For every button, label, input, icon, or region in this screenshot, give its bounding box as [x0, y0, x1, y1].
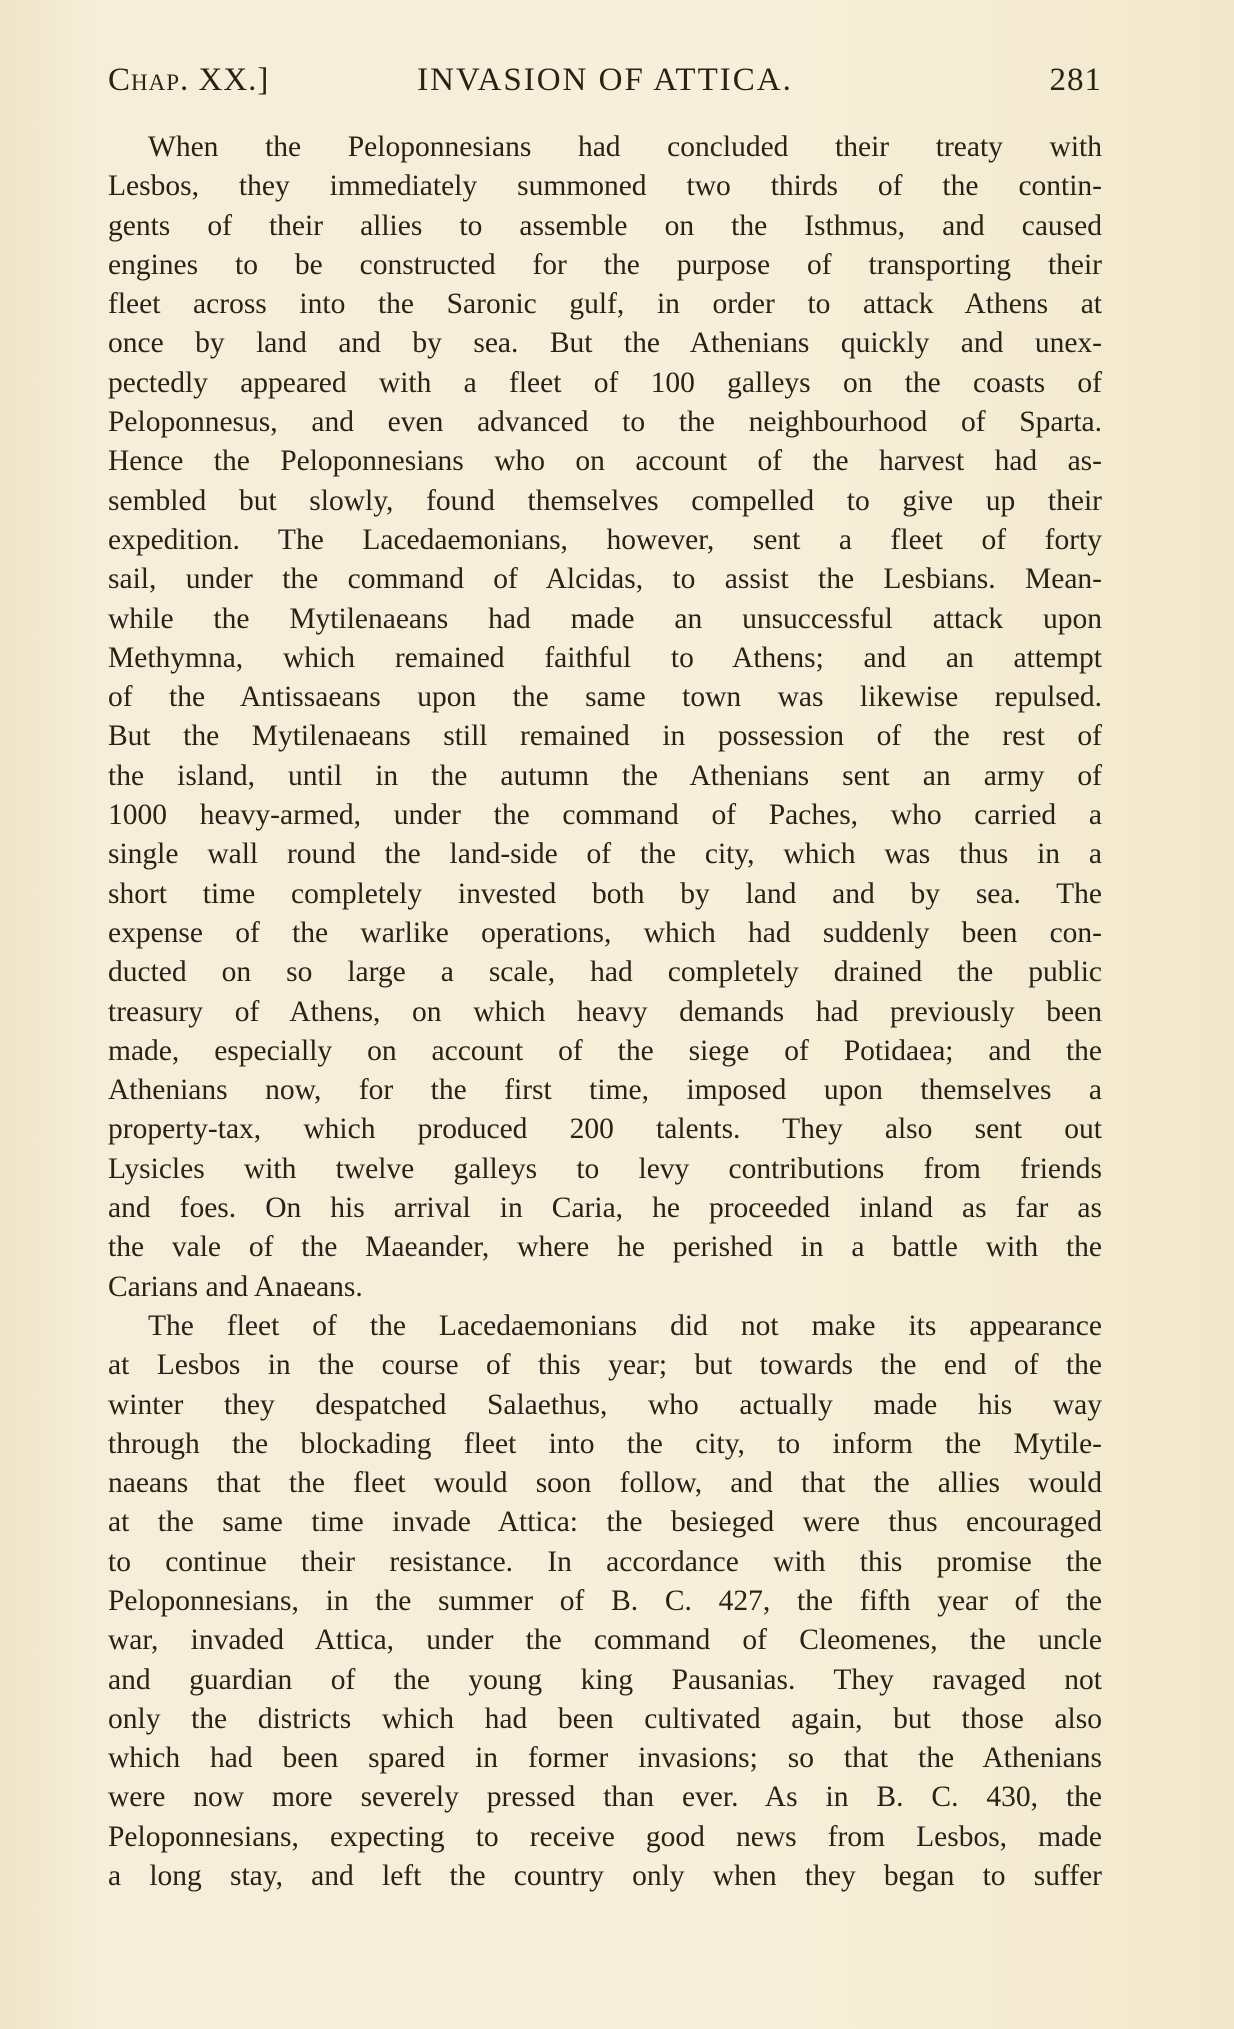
body-text	[108, 128, 1102, 1896]
text-line: treasury of Athens, on which heavy demands had previously been	[108, 995, 1102, 1028]
paragraph-2	[108, 1307, 1102, 1896]
text-line: single wall round the land-side of the city, which was thus in a	[108, 838, 1102, 871]
text-line: engines to be constructed for the purpose of transporting their	[108, 248, 1102, 281]
text-line: pectedly appeared with a fleet of 100 galleys on the coasts of	[108, 366, 1102, 399]
page-title: INVASION OF ATTICA.	[417, 62, 793, 98]
text-line: a long stay, and left the country only when they began to suffer	[108, 1860, 1102, 1893]
text-line: Methymna, which remained faithful to Athens; and an attempt	[108, 641, 1102, 674]
text-line: sembled but slowly, found themselves compelled to give up their	[108, 484, 1102, 517]
text-line: The fleet of the Lacedaemonians did not make its appearance	[148, 1309, 1102, 1342]
text-line: through the blockading fleet into the city, to inform the Mytile-	[108, 1427, 1102, 1460]
text-line: and foes. On his arrival in Caria, he proceeded inland as far as	[108, 1192, 1102, 1225]
text-line: once by land and by sea. But the Athenians quickly and unex-	[108, 327, 1102, 360]
text-line: which had been spared in former invasions; so that the Athenians	[108, 1742, 1102, 1775]
text-line: property-tax, which produced 200 talents. They also sent out	[108, 1113, 1102, 1146]
text-line: at the same time invade Attica: the besieged were thus encouraged	[108, 1506, 1102, 1539]
text-line: Peloponnesians, in the summer of B. C. 427, the fifth year of the	[108, 1584, 1102, 1617]
text-line: Peloponnesians, expecting to receive good news from Lesbos, made	[108, 1820, 1102, 1853]
text-line: winter they despatched Salaethus, who actually made his way	[108, 1388, 1102, 1421]
running-header	[108, 62, 1102, 110]
text-line: war, invaded Attica, under the command of Cleomenes, the uncle	[108, 1624, 1102, 1657]
text-line: gents of their allies to assemble on the Isthmus, and caused	[108, 209, 1102, 242]
text-line: 1000 heavy-armed, under the command of Paches, who carried a	[108, 799, 1102, 832]
text-line: When the Peloponnesians had concluded their treaty with	[148, 131, 1102, 163]
text-line: while the Mytilenaeans had made an unsuccessful attack upon	[108, 602, 1102, 635]
page-number: 281	[1049, 62, 1102, 98]
text-line: Lysicles with twelve galleys to levy contributions from friends	[108, 1152, 1102, 1185]
text-line: made, especially on account of the siege of Potidaea; and the	[108, 1034, 1102, 1067]
text-line: ducted on so large a scale, had completely drained the public	[108, 956, 1102, 989]
text-line: expedition. The Lacedaemonians, however, sent a fleet of forty	[108, 523, 1102, 556]
text-line: Lesbos, they immediately summoned two thirds of the contin-	[108, 170, 1102, 203]
text-line: the vale of the Maeander, where he perished in a battle with the	[108, 1231, 1102, 1264]
text-line: at Lesbos in the course of this year; but towards the end of the	[108, 1349, 1102, 1382]
text-line: to continue their resistance. In accordance with this promise the	[108, 1545, 1102, 1578]
text-line: Carians and Anaeans.	[108, 1270, 363, 1303]
text-line: were now more severely pressed than ever. As in B. C. 430, the	[108, 1781, 1102, 1814]
text-line: short time completely invested both by land and by sea. The	[108, 877, 1102, 910]
text-line: Hence the Peloponnesians who on account of the harvest had as-	[108, 445, 1102, 478]
paragraph-1	[108, 128, 1102, 1307]
text-line: expense of the warlike operations, which had suddenly been con-	[108, 916, 1102, 949]
text-line: of the Antissaeans upon the same town was likewise repulsed.	[108, 681, 1102, 714]
text-line: sail, under the command of Alcidas, to assist the Lesbians. Mean-	[108, 563, 1102, 596]
text-line: and guardian of the young king Pausanias. They ravaged not	[108, 1663, 1102, 1696]
chapter-label: Chap. XX.]	[108, 62, 270, 98]
text-line: only the districts which had been cultivated again, but those also	[108, 1702, 1102, 1735]
text-line: fleet across into the Saronic gulf, in order to attack Athens at	[108, 288, 1102, 321]
text-line: Athenians now, for the first time, imposed upon themselves a	[108, 1074, 1102, 1107]
text-line: Peloponnesus, and even advanced to the neighbourhood of Sparta.	[108, 406, 1102, 439]
text-line: naeans that the fleet would soon follow, and that the allies would	[108, 1467, 1102, 1500]
text-line: the island, until in the autumn the Athenians sent an army of	[108, 759, 1102, 792]
text-line: But the Mytilenaeans still remained in possession of the rest of	[108, 720, 1102, 753]
